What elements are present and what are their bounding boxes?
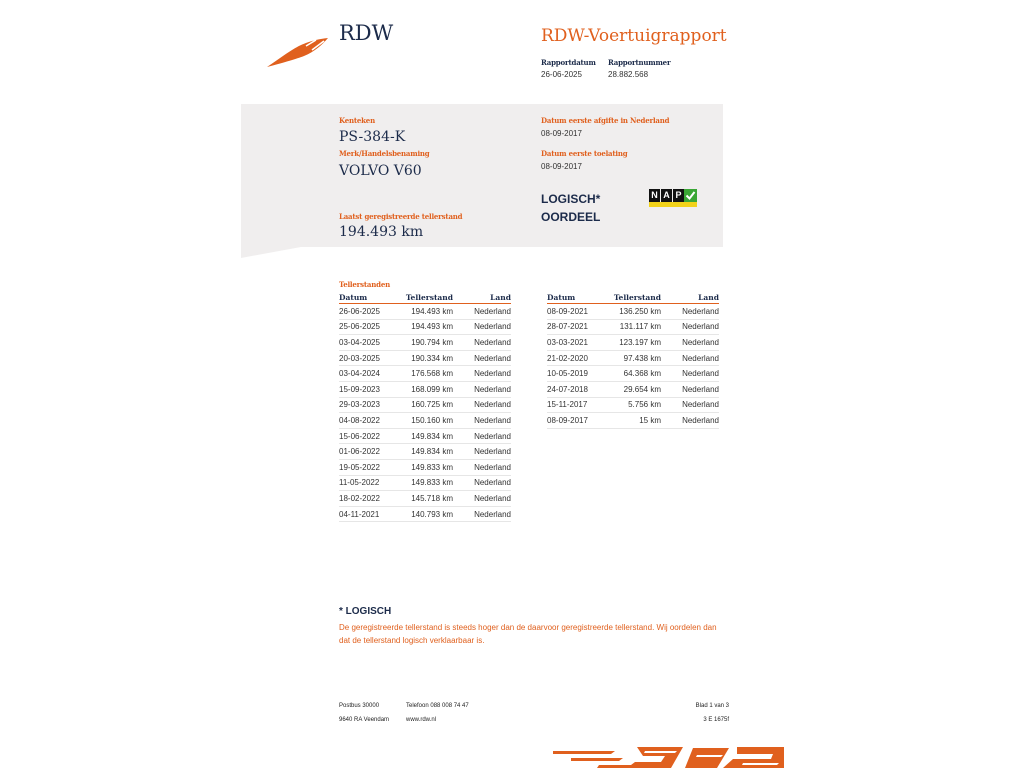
- odometer-country-cell: Nederland: [453, 335, 511, 351]
- report-title: RDW-Voertuigrapport: [541, 26, 727, 46]
- report-number-label: Rapportnummer: [608, 58, 671, 67]
- col-header-odometer: Tellerstand: [401, 292, 453, 304]
- last-odometer-value: 194.493 km: [339, 224, 424, 240]
- vehicle-summary-panel: [241, 104, 723, 247]
- odometer-value-cell: 150.160 km: [401, 413, 453, 429]
- report-number: 28.882.568: [608, 70, 649, 79]
- footer-website-link[interactable]: www.rdw.nl: [406, 717, 437, 723]
- make-label: Merk/Handelsbenaming: [339, 149, 430, 158]
- odometer-country-cell: Nederland: [661, 366, 719, 382]
- footer-city: 9640 RA Veendam: [339, 717, 390, 723]
- first-admission-value: 08-09-2017: [541, 162, 582, 171]
- odometer-section-title: Tellerstanden: [339, 280, 390, 289]
- odometer-value-cell: 149.833 km: [401, 459, 453, 475]
- odometer-country-cell: Nederland: [453, 366, 511, 382]
- odometer-date-cell: 03-04-2025: [339, 335, 401, 351]
- rdw-logo: [266, 36, 330, 68]
- odometer-row: [339, 428, 511, 444]
- odometer-country-cell: Nederland: [453, 475, 511, 491]
- odometer-row: [339, 506, 511, 522]
- odometer-country-cell: Nederland: [661, 397, 719, 413]
- odometer-row: [547, 335, 719, 351]
- odometer-country-cell: Nederland: [453, 444, 511, 460]
- first-admission-label: Datum eerste toelating: [541, 149, 628, 158]
- odometer-row: [339, 319, 511, 335]
- odometer-row: [339, 491, 511, 507]
- nap-badge: [649, 189, 697, 208]
- odometer-row: [547, 413, 719, 429]
- odometer-value-cell: 15 km: [609, 413, 661, 429]
- odometer-value-cell: 190.334 km: [401, 350, 453, 366]
- odometer-row: [547, 381, 719, 397]
- report-date-label: Rapportdatum: [541, 58, 596, 67]
- odometer-row: [339, 413, 511, 429]
- odometer-date-cell: 10-05-2019: [547, 366, 609, 382]
- odometer-date-cell: 28-07-2021: [547, 319, 609, 335]
- verdict-line-2: OORDEEL: [541, 210, 601, 224]
- odometer-country-cell: Nederland: [453, 304, 511, 320]
- footer-document-code: 3 E 1675f: [703, 717, 729, 723]
- odometer-value-cell: 190.794 km: [401, 335, 453, 351]
- odometer-date-cell: 08-09-2017: [547, 413, 609, 429]
- odometer-value-cell: 131.117 km: [609, 319, 661, 335]
- odometer-row: [339, 475, 511, 491]
- odometer-row: [339, 459, 511, 475]
- col-header-country: Land: [661, 292, 719, 304]
- odometer-country-cell: Nederland: [453, 428, 511, 444]
- odometer-country-cell: Nederland: [661, 335, 719, 351]
- odometer-row: [547, 397, 719, 413]
- col-header-date: Datum: [339, 292, 401, 304]
- odometer-table-right: [547, 292, 719, 429]
- first-issue-nl-label: Datum eerste afgifte in Nederland: [541, 116, 670, 125]
- odometer-value-cell: 168.099 km: [401, 381, 453, 397]
- odometer-date-cell: 24-07-2018: [547, 381, 609, 397]
- odometer-row: [339, 335, 511, 351]
- odometer-country-cell: Nederland: [453, 506, 511, 522]
- odometer-country-cell: Nederland: [453, 413, 511, 429]
- odometer-date-cell: 11-05-2022: [339, 475, 401, 491]
- col-header-country: Land: [453, 292, 511, 304]
- odometer-value-cell: 149.833 km: [401, 475, 453, 491]
- odometer-date-cell: 25-06-2025: [339, 319, 401, 335]
- org-name: RDW: [339, 21, 394, 45]
- odometer-value-cell: 64.368 km: [609, 366, 661, 382]
- odometer-date-cell: 03-03-2021: [547, 335, 609, 351]
- odometer-row: [339, 350, 511, 366]
- last-odometer-label: Laatst geregistreerde tellerstand: [339, 212, 463, 221]
- odometer-row: [547, 304, 719, 320]
- odometer-row: [339, 444, 511, 460]
- checkmark-icon: [684, 189, 697, 202]
- make-value: VOLVO V60: [339, 163, 422, 179]
- odometer-country-cell: Nederland: [453, 459, 511, 475]
- odometer-date-cell: 03-04-2024: [339, 366, 401, 382]
- odometer-date-cell: 15-09-2023: [339, 381, 401, 397]
- odometer-row: [547, 350, 719, 366]
- odometer-value-cell: 194.493 km: [401, 319, 453, 335]
- odometer-date-cell: 04-08-2022: [339, 413, 401, 429]
- decorative-stripes-graphic: [553, 745, 784, 768]
- panel-notch: [241, 247, 301, 258]
- odometer-country-cell: Nederland: [661, 350, 719, 366]
- odometer-country-cell: Nederland: [661, 319, 719, 335]
- odometer-country-cell: Nederland: [661, 304, 719, 320]
- plate-value: PS-384-K: [339, 129, 406, 145]
- odometer-date-cell: 04-11-2021: [339, 506, 401, 522]
- odometer-date-cell: 29-03-2023: [339, 397, 401, 413]
- verdict-line-1: LOGISCH*: [541, 192, 601, 206]
- nap-underline: [649, 202, 697, 207]
- report-date: 26-06-2025: [541, 70, 582, 79]
- odometer-date-cell: 08-09-2021: [547, 304, 609, 320]
- odometer-date-cell: 19-05-2022: [339, 459, 401, 475]
- first-issue-nl-value: 08-09-2017: [541, 129, 582, 138]
- odometer-value-cell: 140.793 km: [401, 506, 453, 522]
- footer-phone: Telefoon 088 008 74 47: [406, 703, 469, 709]
- odometer-row: [339, 304, 511, 320]
- odometer-value-cell: 176.568 km: [401, 366, 453, 382]
- odometer-value-cell: 160.725 km: [401, 397, 453, 413]
- nap-letter-p: P: [673, 189, 684, 202]
- col-header-date: Datum: [547, 292, 609, 304]
- odometer-table-left: [339, 292, 511, 522]
- odometer-row: [339, 381, 511, 397]
- footnote-text-line-2: dat de tellerstand logisch verklaarbaar is.: [339, 636, 485, 645]
- odometer-row: [339, 366, 511, 382]
- footer-page-number: Blad 1 van 3: [695, 703, 729, 709]
- nap-letter-a: A: [661, 189, 672, 202]
- footnote-title: * LOGISCH: [339, 606, 392, 617]
- odometer-row: [547, 319, 719, 335]
- odometer-date-cell: 20-03-2025: [339, 350, 401, 366]
- odometer-date-cell: 01-06-2022: [339, 444, 401, 460]
- odometer-value-cell: 149.834 km: [401, 428, 453, 444]
- odometer-date-cell: 15-11-2017: [547, 397, 609, 413]
- odometer-country-cell: Nederland: [453, 350, 511, 366]
- odometer-value-cell: 149.834 km: [401, 444, 453, 460]
- plate-label: Kenteken: [339, 116, 375, 125]
- odometer-country-cell: Nederland: [453, 491, 511, 507]
- odometer-country-cell: Nederland: [453, 381, 511, 397]
- odometer-value-cell: 194.493 km: [401, 304, 453, 320]
- odometer-country-cell: Nederland: [661, 413, 719, 429]
- odometer-date-cell: 18-02-2022: [339, 491, 401, 507]
- odometer-value-cell: 5.756 km: [609, 397, 661, 413]
- footnote-text-line-1: De geregistreerde tellerstand is steeds hoger dan de daarvoor geregistreerde tellerstand. Wij oordelen dan: [339, 623, 717, 632]
- odometer-row: [339, 397, 511, 413]
- col-header-odometer: Tellerstand: [609, 292, 661, 304]
- odometer-value-cell: 145.718 km: [401, 491, 453, 507]
- odometer-country-cell: Nederland: [453, 397, 511, 413]
- footer-po-box: Postbus 30000: [339, 703, 380, 709]
- odometer-value-cell: 136.250 km: [609, 304, 661, 320]
- odometer-date-cell: 26-06-2025: [339, 304, 401, 320]
- odometer-value-cell: 123.197 km: [609, 335, 661, 351]
- odometer-value-cell: 97.438 km: [609, 350, 661, 366]
- feather-logo-icon: [266, 36, 330, 68]
- nap-letter-n: N: [649, 189, 660, 202]
- odometer-country-cell: Nederland: [453, 319, 511, 335]
- odometer-date-cell: 21-02-2020: [547, 350, 609, 366]
- odometer-date-cell: 15-06-2022: [339, 428, 401, 444]
- odometer-value-cell: 29.654 km: [609, 381, 661, 397]
- odometer-row: [547, 366, 719, 382]
- odometer-country-cell: Nederland: [661, 381, 719, 397]
